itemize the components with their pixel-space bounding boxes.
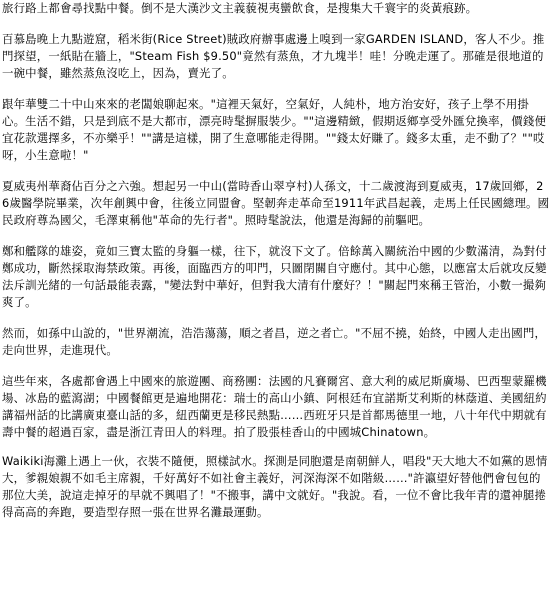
article-body (2, 0, 551, 521)
paragraph-sun-yat-sen: 夏威夷州華裔佔百分之六強。想起另一中山(當時香山翠亨村)人孫文，十二歲渡海到夏威夷，17歲回鄉，26歲醫學院畢業，次年創興中會，往後立同盟會。堅韌奔走革命至1911年武昌起義，走馬上任民國總理。國民政府尊為國父，毛澤東稱他"革命的先行者"。照時髦說法，他還是海歸的前驅吧。 (2, 179, 550, 227)
paragraph-world-trend: 然而，如孫中山說的，"世界潮流，浩浩蕩蕩，順之者昌，逆之者亡。"不屈不撓，始終，中國人走出國門，走向世界，走進現代。 (2, 326, 547, 357)
paragraph-chinese-abroad: 這些年來，各處都會遇上中國來的旅遊團、商務團：法國的凡賽爾宮、意大利的威尼斯廣場、巴西聖蒙羅機場、冰島的藍瀉湖；中國餐館更是遍地開花：瑞士的高山小鎮、阿根廷布宜諾斯艾利斯的林蔭道、美國紐約講福州話的比講廣東臺山話的多，紐西蘭更是移民熱點……西班牙只是首都馬德里一地，八十年代中期就有壽中餐的超過百家，盡是浙江青田人的料理。拍了股張桂香山的中國城Chinatown。 (2, 374, 547, 439)
paragraph-zheng-he: 鄭和艦隊的雄姿，竟如三寶太監的身軀一樣，往下，就沒下文了。倍餘萬入關統治中國的少數滿清，為對付鄭成功，斷然採取海禁政策。再後，面臨西方的叩門，只圖閉關自守應付。其中心態，以應富太后就攻反變法斥訓光緒的一句話最能表露，"變法對中華好，但對我大清有什麼好？！"關起門來稱王管治，小數一撮夠爽了。 (2, 244, 547, 309)
paragraph-bermuda-restaurant: 百慕島晚上九點遊窟，稻米街(Rice Street)賊政府辦事處邊上嗅到一家GARDEN ISLAND，客人不少。推門探望，一紙貼在牆上，"Steam Fish $9.50"竟然有蒸魚，才九塊半！哇！分晚走運了。那確是很地道的一碗中餐，雖然蒸魚沒吃上，因為，賣光了。 (2, 32, 545, 80)
paragraph-waikiki: Waikiki海灘上遇上一伙，衣裝不隨便，照樣試水。探測是同胞還是南朝鮮人，唱段"天大地大不如黨的恩情大，爹親娘親不如毛主席親，千好萬好不如社會主義好，河深海深不如階級……"許瀛望好替他們會包包的那位大美，說這走掉牙的早就不興唱了！"不搬事，講中文就好。"我說。看，一位不會比我年青的還神腿捲得高高的奔跑，要造型存照一張在世界名灘最運動。 (2, 454, 548, 519)
paragraph-owner-chat: 跟年華雙二十中山來來的老闆娘聊起來。"這裡天氣好，空氣好，人純朴，地方治安好，孩子上學不用掛心。生活不錯，只是到底不是大都市，漂亮時髦摒服裝少。""這邊精緻，假期返鄉享受外匯兌換率，價錢便宜花款選擇多，不亦樂乎！""講是這樣，開了生意哪能走得開。""錢太好賺了。錢多太重，走不動了？""哎呀，小生意啦！" (2, 97, 547, 162)
paragraph-intro: 旅行路上都會尋找點中餐。倒不是大漢沙文主義藐視夷蠻飲食，是搜集大千寰宇的炎黃痕跡。 (2, 1, 478, 15)
